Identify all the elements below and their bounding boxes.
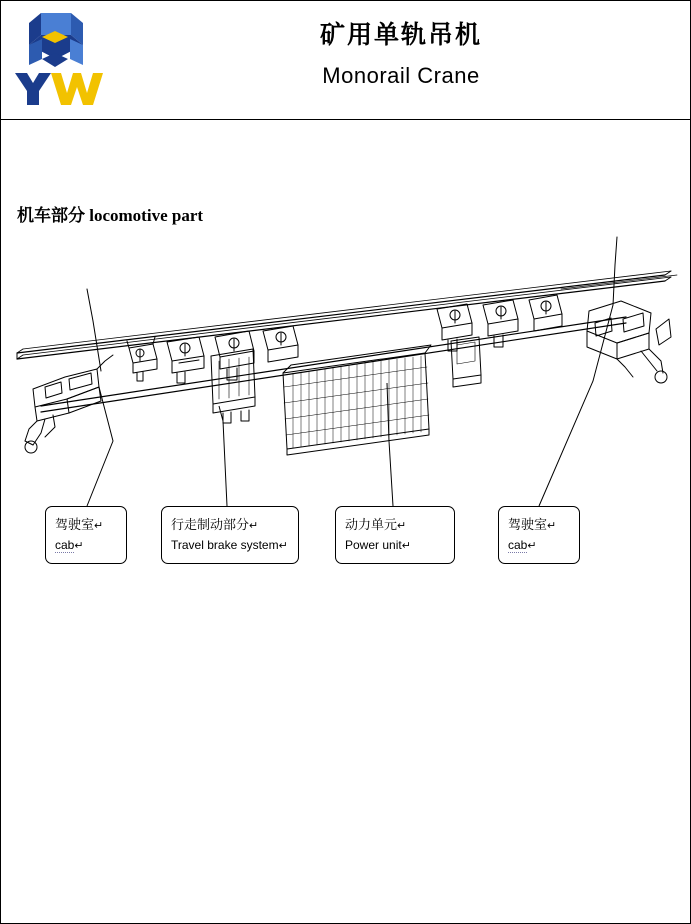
- callout-cab-right-cn: [508, 515, 570, 536]
- pilcrow-mark: ↵: [249, 520, 259, 532]
- pilcrow-mark: ↵: [397, 520, 407, 532]
- leader-line-travel-brake: [219, 406, 227, 506]
- callout-cab-right-en-text: cab: [508, 538, 528, 552]
- callout-travel-brake-system: [161, 506, 299, 564]
- section-heading: 机车部分 locomotive part: [17, 206, 204, 225]
- page-title-en: Monorail Crane: [322, 63, 480, 88]
- callout-power-unit: [335, 506, 455, 564]
- callout-power-unit-cn-text: 动力单元: [345, 517, 398, 532]
- page-title-cn: 矿用单轨吊机: [319, 22, 482, 49]
- callout-cab-right: [498, 506, 580, 564]
- callout-travel-brake-en: [171, 536, 289, 556]
- callout-cab-left: [45, 506, 127, 564]
- leader-line-power-unit: [387, 383, 393, 506]
- callout-power-unit-en-text: Power unit: [345, 538, 402, 552]
- callout-cab-right-en: [508, 536, 570, 556]
- pilcrow-mark: ↵: [278, 540, 288, 552]
- callout-power-unit-en: [345, 536, 445, 556]
- pilcrow-mark: ↵: [401, 540, 411, 552]
- title-block: [121, 19, 681, 93]
- callout-power-unit-cn: [345, 515, 445, 536]
- callout-travel-brake-en-text: Travel brake system: [171, 538, 279, 552]
- page-header: [1, 1, 690, 120]
- pilcrow-mark: ↵: [527, 540, 537, 552]
- callout-cab-left-cn: [55, 515, 117, 536]
- pilcrow-mark: ↵: [94, 520, 104, 532]
- ywt-cube-logo: [11, 9, 107, 109]
- callout-cab-left-cn-text: 驾驶室: [55, 517, 95, 532]
- callout-cab-left-en-text: cab: [55, 538, 75, 552]
- callout-cab-right-cn-text: 驾驶室: [508, 517, 548, 532]
- callout-travel-brake-cn-text: 行走制动部分: [171, 517, 250, 532]
- pilcrow-mark: ↵: [74, 540, 84, 552]
- callout-travel-brake-cn: [171, 515, 289, 536]
- callout-cab-left-en: [55, 536, 117, 556]
- pilcrow-mark: ↵: [547, 520, 557, 532]
